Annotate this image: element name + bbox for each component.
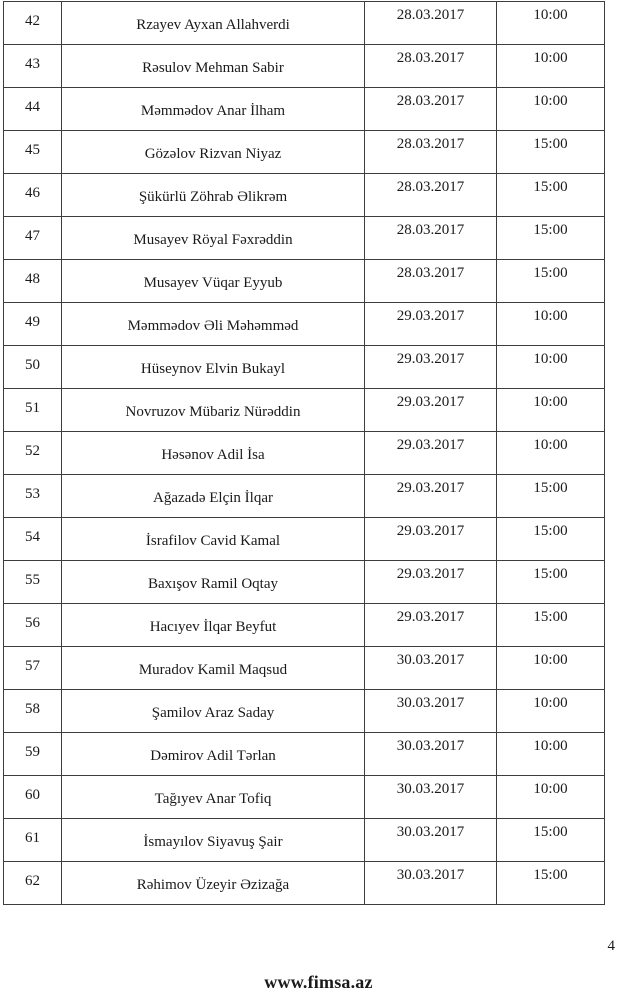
exam-date-cell: 29.03.2017 [365,561,497,604]
candidate-name-cell: Həsənov Adil İsa [62,432,365,475]
table-row [4,604,605,647]
candidate-name-cell: Hüseynov Elvin Bukayl [62,346,365,389]
exam-date-cell: 30.03.2017 [365,819,497,862]
table-row [4,862,605,905]
candidate-name-cell: Musayev Vüqar Eyyub [62,260,365,303]
row-number-cell: 52 [4,432,62,475]
exam-time-cell: 10:00 [497,346,605,389]
exam-date-cell: 29.03.2017 [365,432,497,475]
row-number-cell: 53 [4,475,62,518]
row-number-cell: 48 [4,260,62,303]
exam-time-cell: 15:00 [497,518,605,561]
row-number-cell: 50 [4,346,62,389]
row-number-cell: 56 [4,604,62,647]
candidate-name-cell: Rəsulov Mehman Sabir [62,45,365,88]
schedule-table [3,1,605,905]
candidate-name-cell: Şükürlü Zöhrab Əlikrəm [62,174,365,217]
table-row [4,733,605,776]
table-row [4,776,605,819]
table-row [4,260,605,303]
exam-time-cell: 10:00 [497,647,605,690]
table-row [4,303,605,346]
row-number-cell: 49 [4,303,62,346]
row-number-cell: 60 [4,776,62,819]
table-row [4,217,605,260]
table-row [4,819,605,862]
exam-date-cell: 30.03.2017 [365,733,497,776]
exam-date-cell: 28.03.2017 [365,131,497,174]
row-number-cell: 51 [4,389,62,432]
row-number-cell: 57 [4,647,62,690]
candidate-name-cell: Baxışov Ramil Oqtay [62,561,365,604]
row-number-cell: 62 [4,862,62,905]
row-number-cell: 58 [4,690,62,733]
table-row [4,690,605,733]
candidate-name-cell: Rəhimov Üzeyir Əzizağa [62,862,365,905]
schedule-table-body [4,2,605,905]
table-row [4,432,605,475]
exam-time-cell: 10:00 [497,776,605,819]
exam-date-cell: 28.03.2017 [365,2,497,45]
row-number-cell: 54 [4,518,62,561]
exam-date-cell: 30.03.2017 [365,690,497,733]
row-number-cell: 47 [4,217,62,260]
exam-time-cell: 10:00 [497,45,605,88]
exam-time-cell: 10:00 [497,432,605,475]
candidate-name-cell: Dəmirov Adil Tərlan [62,733,365,776]
table-row [4,346,605,389]
exam-date-cell: 29.03.2017 [365,604,497,647]
table-row [4,174,605,217]
candidate-name-cell: Muradov Kamil Maqsud [62,647,365,690]
row-number-cell: 45 [4,131,62,174]
row-number-cell: 46 [4,174,62,217]
candidate-name-cell: Şamilov Araz Saday [62,690,365,733]
table-row [4,518,605,561]
exam-date-cell: 29.03.2017 [365,346,497,389]
candidate-name-cell: Hacıyev İlqar Beyfut [62,604,365,647]
table-row [4,475,605,518]
table-row [4,45,605,88]
table-row [4,131,605,174]
exam-time-cell: 15:00 [497,131,605,174]
exam-date-cell: 28.03.2017 [365,260,497,303]
exam-date-cell: 28.03.2017 [365,88,497,131]
table-row [4,561,605,604]
footer-website-text: www.fimsa.az [264,972,373,992]
exam-time-cell: 15:00 [497,819,605,862]
candidate-name-cell: Musayev Röyal Fəxrəddin [62,217,365,260]
candidate-name-cell: Rzayev Ayxan Allahverdi [62,2,365,45]
exam-time-cell: 10:00 [497,2,605,45]
exam-time-cell: 15:00 [497,217,605,260]
exam-time-cell: 15:00 [497,260,605,303]
exam-time-cell: 15:00 [497,604,605,647]
table-row [4,647,605,690]
exam-time-cell: 10:00 [497,690,605,733]
exam-time-cell: 15:00 [497,475,605,518]
exam-date-cell: 28.03.2017 [365,217,497,260]
exam-date-cell: 29.03.2017 [365,389,497,432]
candidate-name-cell: Tağıyev Anar Tofiq [62,776,365,819]
exam-time-cell: 10:00 [497,733,605,776]
row-number-cell: 59 [4,733,62,776]
exam-time-cell: 15:00 [497,561,605,604]
table-row [4,88,605,131]
exam-date-cell: 29.03.2017 [365,303,497,346]
row-number-cell: 43 [4,45,62,88]
candidate-name-cell: İsmayılov Siyavuş Şair [62,819,365,862]
exam-date-cell: 29.03.2017 [365,518,497,561]
table-row [4,2,605,45]
candidate-name-cell: İsrafilov Cavid Kamal [62,518,365,561]
page-number: 4 [607,938,615,954]
row-number-cell: 42 [4,2,62,45]
row-number-cell: 61 [4,819,62,862]
exam-date-cell: 30.03.2017 [365,647,497,690]
exam-date-cell: 29.03.2017 [365,475,497,518]
exam-time-cell: 10:00 [497,303,605,346]
exam-date-cell: 30.03.2017 [365,862,497,905]
candidate-name-cell: Novruzov Mübariz Nürəddin [62,389,365,432]
row-number-cell: 44 [4,88,62,131]
row-number-cell: 55 [4,561,62,604]
candidate-name-cell: Gözəlov Rizvan Niyaz [62,131,365,174]
candidate-name-cell: Məmmədov Anar İlham [62,88,365,131]
candidate-name-cell: Ağazadə Elçin İlqar [62,475,365,518]
exam-date-cell: 28.03.2017 [365,45,497,88]
exam-time-cell: 10:00 [497,88,605,131]
exam-time-cell: 15:00 [497,862,605,905]
exam-date-cell: 28.03.2017 [365,174,497,217]
candidate-name-cell: Məmmədov Əli Məhəmməd [62,303,365,346]
exam-date-cell: 30.03.2017 [365,776,497,819]
table-row [4,389,605,432]
exam-time-cell: 15:00 [497,174,605,217]
exam-time-cell: 10:00 [497,389,605,432]
